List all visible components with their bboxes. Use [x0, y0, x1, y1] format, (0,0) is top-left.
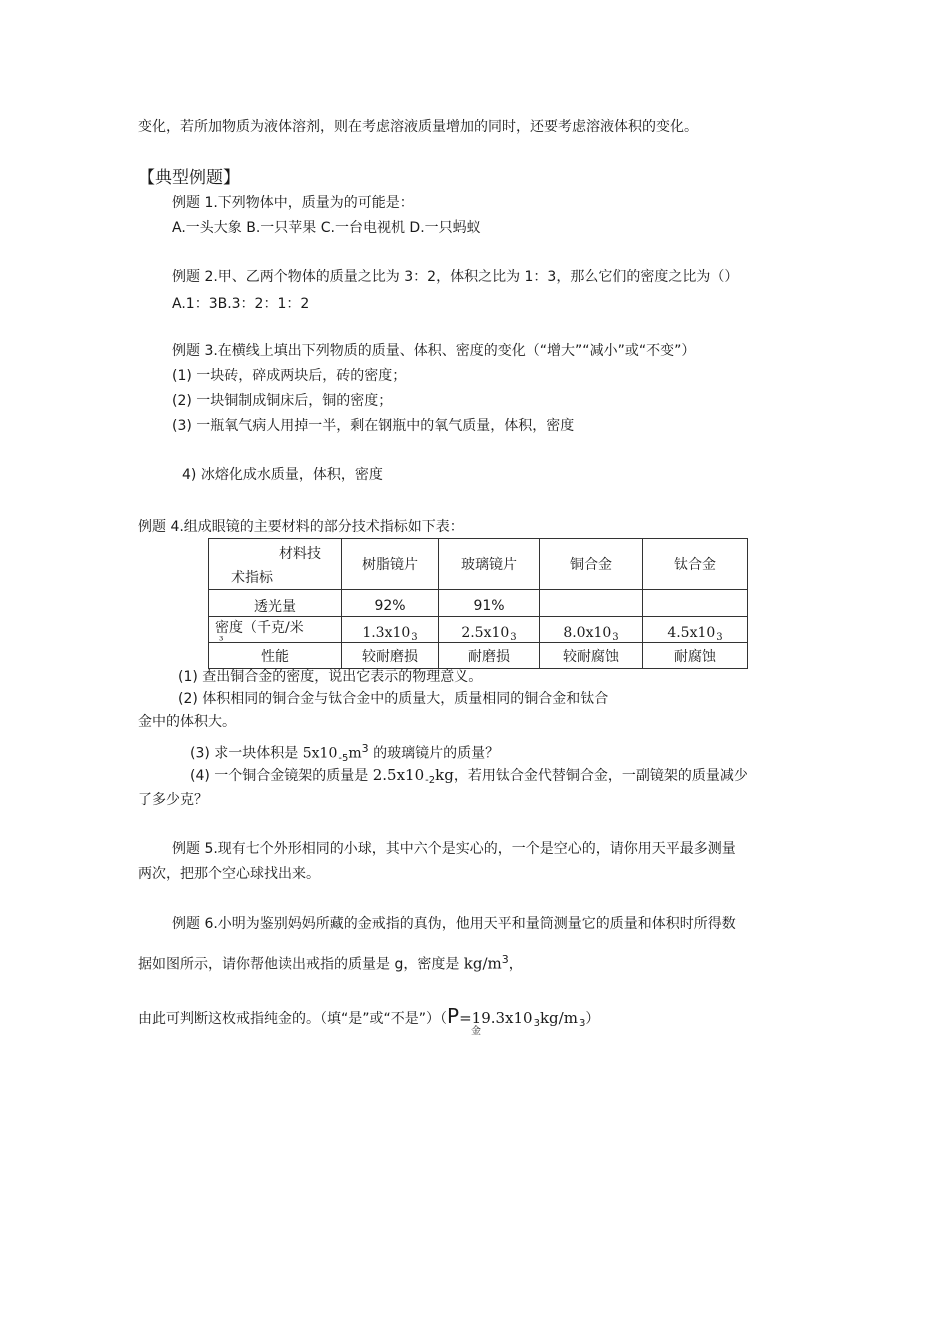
- ex6-line2-unit: kg/m: [463, 954, 502, 973]
- ex4-question: 例题 4.组成眼镜的主要材料的部分技术指标如下表：: [138, 519, 464, 535]
- ex2-options: A.1：3B.3：2：1：2: [172, 296, 310, 312]
- density-label-text: 密度（千克/米: [215, 620, 304, 636]
- ex6-line3-pre: 由此可判断这枚戒指纯金的。（填“是”或“不是”）（: [138, 1011, 448, 1027]
- transmittance-resin: 92%: [342, 590, 439, 617]
- ex6-line2: [138, 950, 523, 975]
- ex6-line2-exp: 3: [501, 953, 509, 966]
- section-heading: 【典型例题】: [138, 168, 240, 188]
- ex4-q3-post: 的玻璃镜片的质量？: [368, 745, 500, 762]
- ex4-q1: (1) 查出铜合金的密度，说出它表示的物理意义。: [178, 669, 483, 685]
- spec-table: [208, 538, 748, 669]
- col-header-copper: 铜合金: [540, 539, 643, 590]
- density-glass: [439, 617, 540, 643]
- ex3-item-3: (3) 一瓶氧气病人用掉一半，剩在钢瓶中的氧气质量，体积，密度: [172, 418, 575, 434]
- transmittance-titanium: [643, 590, 748, 617]
- ex6-line3-post: ）: [585, 1011, 600, 1027]
- density-resin-base: 1.3x10: [362, 624, 411, 641]
- ex4-q2-line2: 金中的体积大。: [138, 714, 236, 730]
- table-corner-cell: [209, 539, 342, 590]
- density-glass-exp: 3: [510, 631, 517, 643]
- ex3-question: 例题 3.在横线上填出下列物质的质量、体积、密度的变化（“增大”“减小”或“不变”）: [172, 343, 696, 359]
- ex4-q4-post: ，若用钛合金代替铜合金，一副镜架的质量减少: [453, 768, 748, 784]
- ex4-q3-pre: (3) 求一块体积是: [190, 745, 303, 762]
- ex4-q4-value: 2.5x10: [372, 766, 425, 784]
- density-resin: [342, 617, 439, 643]
- ex4-q4: [190, 765, 748, 788]
- ex1-question: 例题 1.下列物体中，质量为的可能是：: [172, 195, 414, 211]
- col-header-resin: 树脂镜片: [342, 539, 439, 590]
- col-header-titanium: 钛合金: [643, 539, 748, 590]
- ex5-line2: 两次，把那个空心球找出来。: [138, 866, 320, 882]
- ex2-question: 例题 2.甲、乙两个物体的质量之比为 3：2，体积之比为 1：3，那么它们的密度之比为（）: [172, 269, 739, 285]
- ex4-q3: [190, 739, 499, 766]
- ex4-q4-line2: 了多少克？: [138, 792, 208, 808]
- row-label-transmittance: 透光量: [209, 590, 342, 617]
- ex6-line2-pre: 据如图所示，请你帮他读出戒指的质量是 g，密度是: [138, 956, 464, 973]
- ex3-item-4: 4) 冰熔化成水质量，体积，密度: [182, 467, 383, 483]
- property-glass: 耐磨损: [439, 643, 540, 669]
- property-copper: 较耐腐蚀: [540, 643, 643, 669]
- corner-bottom-text: 术指标: [231, 570, 273, 586]
- ex4-q3-unit: m: [348, 745, 362, 762]
- density-copper-exp: 3: [612, 631, 619, 643]
- density-glass-base: 2.5x10: [461, 624, 510, 641]
- density-titanium-exp: 3: [716, 631, 723, 643]
- ex1-options: A.一头大象 B.一只苹果 C.一台电视机 D.一只蚂蚁: [172, 220, 481, 236]
- density-titanium: [643, 617, 748, 643]
- ex6-line2-post: ，: [508, 956, 523, 973]
- rho-unit: kg/m: [539, 1009, 578, 1027]
- rho-symbol: P: [447, 1004, 460, 1028]
- corner-top-text: 材料技: [279, 546, 321, 562]
- row-label-density: [209, 617, 342, 643]
- density-resin-exp: 3: [411, 631, 418, 643]
- row-label-property: 性能: [209, 643, 342, 669]
- ex4-q3-value: 5x10: [302, 745, 338, 762]
- rho-exp: 3: [533, 1018, 540, 1029]
- intro-line: 变化，若所加物质为液体溶剂，则在考虑溶液质量增加的同时，还要考虑溶液体积的变化。: [138, 119, 698, 135]
- ex3-item-1: (1) 一块砖，碎成两块后，砖的密度；: [172, 368, 407, 384]
- rho-unit-exp: 3: [578, 1018, 586, 1029]
- property-titanium: 耐腐蚀: [643, 643, 748, 669]
- density-copper: [540, 617, 643, 643]
- density-copper-base: 8.0x10: [563, 624, 612, 641]
- ex6-line1: 例题 6.小明为鉴别妈妈所藏的金戒指的真伪，他用天平和量筒测量它的质量和体积时所得数: [172, 916, 736, 932]
- ex5-line1: 例题 5.现有七个外形相同的小球，其中六个是实心的，一个是空心的，请你用天平最多测量: [172, 841, 736, 857]
- col-header-glass: 玻璃镜片: [439, 539, 540, 590]
- density-titanium-base: 4.5x10: [667, 624, 716, 641]
- density-label-overflow: ³: [219, 634, 224, 643]
- ex6-line3: [138, 1004, 599, 1033]
- ex4-q4-pre: (4) 一个铜合金镜架的质量是: [190, 768, 373, 784]
- rho-value: =19.3x10: [459, 1009, 533, 1027]
- ex4-q4-exp: -2: [425, 775, 436, 786]
- ex3-item-2: (2) 一块铜制成铜床后，铜的密度；: [172, 393, 393, 409]
- ex4-q3-unit-exp: 3: [361, 742, 369, 755]
- transmittance-glass: 91%: [439, 590, 540, 617]
- ex4-q2-line1: (2) 体积相同的铜合金与钛合金中的质量大，质量相同的铜合金和钛合: [178, 691, 609, 707]
- ex4-q4-unit: kg: [435, 766, 454, 784]
- rho-subscript: 金: [471, 1026, 481, 1037]
- ex4-q3-exp: -5: [338, 752, 349, 764]
- transmittance-copper: [540, 590, 643, 617]
- property-resin: 较耐磨损: [342, 643, 439, 669]
